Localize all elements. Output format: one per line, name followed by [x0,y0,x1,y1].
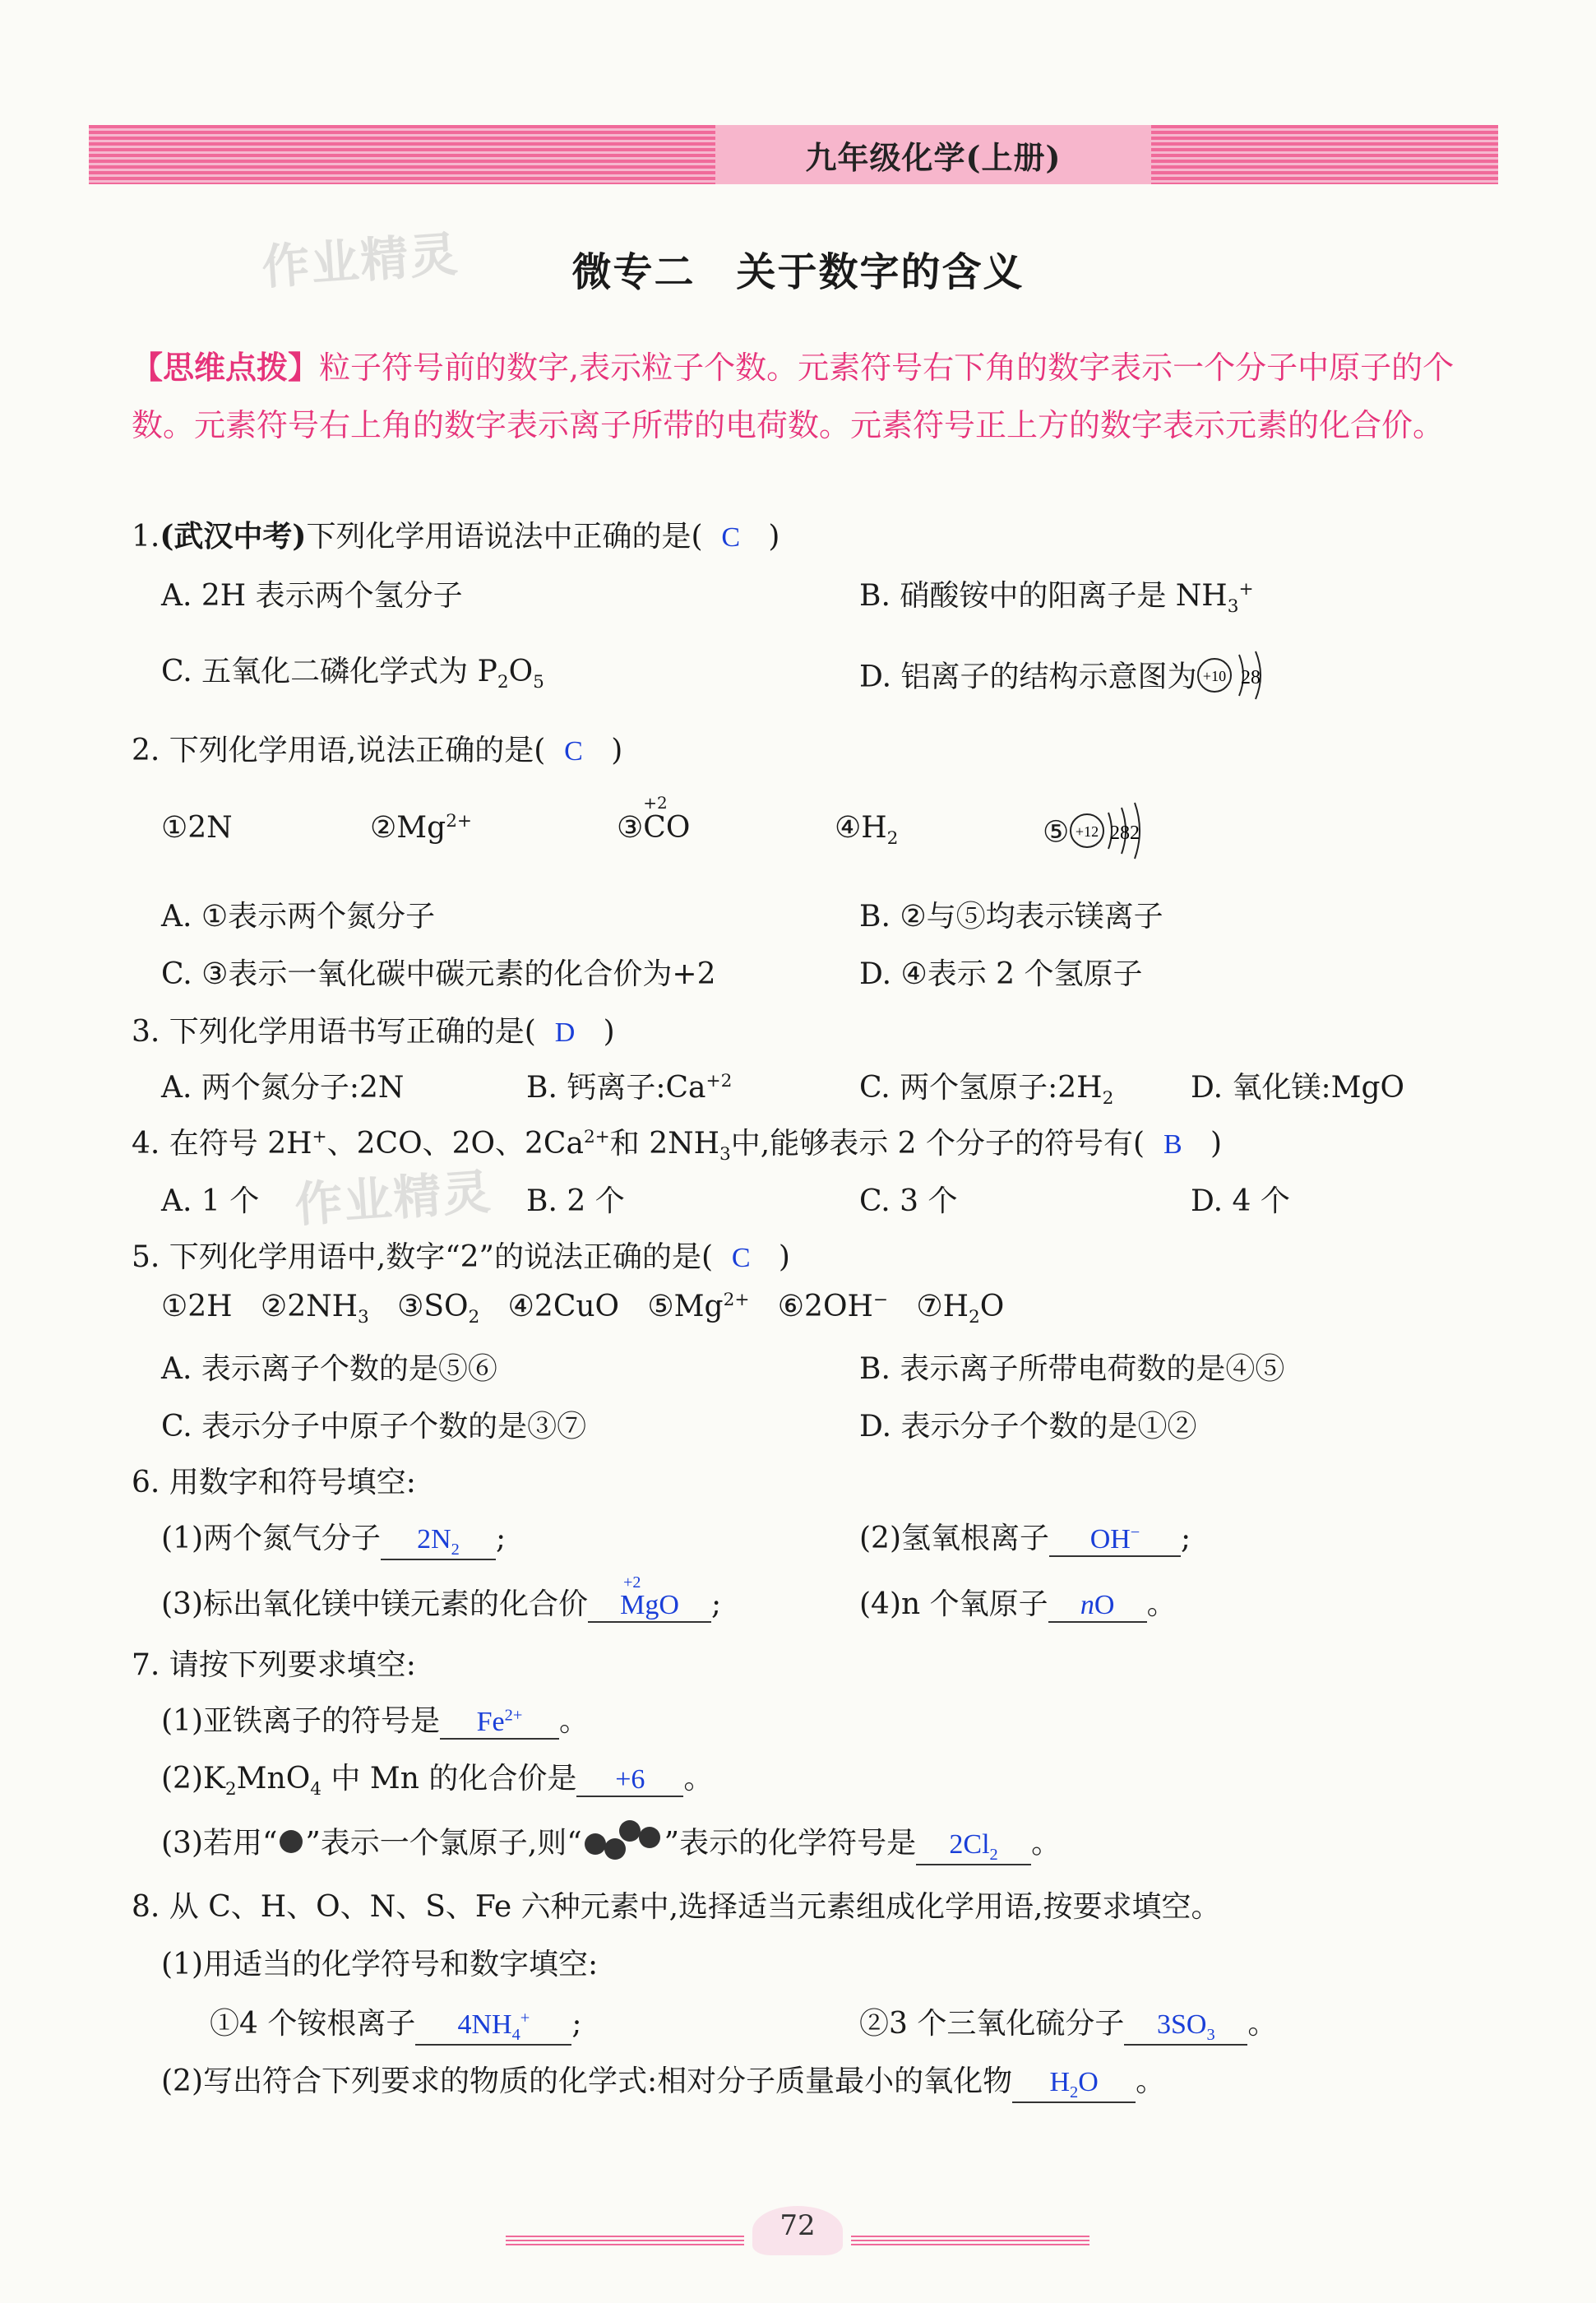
q5-items: ①2H $②2NH_3$ $③SO_2$ ④2CuO $⑤Mg^{2+}$ ⑥2OH− $⑦H_2O$ [161,1290,1005,1328]
question-2-stem: 2. 下列化学用语,说法正确的是( C ) [132,734,623,767]
question-7-stem: 7. 请按下列要求填空: [132,1648,416,1682]
answer: $3SO_3$ [1157,2009,1215,2044]
q1-option-d: D. 铝离子的结构示意图为 +10 28 [859,646,1279,711]
q1-option-a: A. 2H 表示两个氢分子 [161,579,463,613]
q6-part-2: (2)氢氧根离子 OH− ; [859,1522,1191,1555]
q8-section-1: (1)用适当的化学符号和数字填空: [161,1948,599,1981]
answer: $2N_2$ [417,1524,460,1559]
q8-part-1: ①4 个铵根离子 $4NH_4^+$ ; [210,2000,582,2046]
q2-item-4: $④H_2$ [835,811,899,850]
footer-decoration-right [851,2236,1089,2247]
answer: C [721,522,741,553]
tip-label: 【思维点拨】 [132,349,320,386]
q7-part-3: (3)若用“ ”表示一个氯原子,则“ ”表示的化学符号是 $2Cl_2$ 。 [161,1819,1061,1871]
q7-part-2: $(2)K_2MnO_4$ 中 Mn 的化合价是 +6 。 [161,1762,714,1800]
watermark: 作业精灵 [260,225,461,296]
q3-option-c: C. 两个氢原子$:2H_2$ [859,1071,1114,1110]
q7-part-1: (1)亚铁离子的符号是 $Fe^{2+}$ 。 [161,1704,590,1738]
answer: $H_2O$ [1049,2067,1099,2101]
answer: nO [1080,1590,1115,1620]
q2-item-1: ①2N [161,811,233,845]
q2-option-c: C. ③表示一氧化碳中碳元素的化合价为+2 [161,957,716,991]
answer: OH− [1089,1523,1140,1555]
q3-option-d: D. 氧化镁:MgO [1191,1071,1405,1105]
answer: B [1163,1129,1182,1160]
answer: $4NH_4^+$ [457,2009,530,2044]
q6-part-1: (1)两个氮气分子 $2N_2$ ; [161,1515,506,1560]
q3-option-b: B. 钙离子$:Ca^{+2}$ [526,1071,733,1105]
q1-option-b: B. 硝酸铵中的阳离子是 $NH_3^+$ [859,579,1254,618]
question-5-stem: 5. 下列化学用语中,数字“2”的说法正确的是( C ) [132,1240,790,1274]
q2-item-3: ③ +2 CO [617,793,691,845]
question-3-stem: 3. 下列化学用语书写正确的是( D ) [132,1015,615,1049]
answer: C [564,736,583,767]
footer-decoration-left [506,2236,744,2247]
question-1-stem: 1.(武汉中考)下列化学用语说法中正确的是( C ) [132,519,780,554]
q4-option-b: B. 2 个 [526,1184,625,1218]
question-4-stem: 4. 在符号 2H+、2CO、2O、$2Ca^{2+}$和 $2NH_3$中,能够表示 2 个分子的符号有( B ) [132,1127,1223,1165]
header-title: 九年级化学(上册) [715,125,1151,184]
answer: $2Cl_2$ [949,1828,998,1864]
q2-option-d: D. ④表示 2 个氢原子 [859,957,1143,991]
tip-box [132,339,1472,454]
atom-structure-icon [1196,646,1279,711]
q8-part-2: ②3 个三氧化硫分子 $3SO_3$ 。 [859,2000,1277,2046]
watermark: 作业精灵 [293,1163,494,1234]
q4-option-c: C. 3 个 [859,1184,958,1218]
question-6-stem: 6. 用数字和符号填空: [132,1466,416,1499]
q2-item-5: ⑤ +12 282 [1043,798,1159,871]
q5-option-b: B. 表示离子所带电荷数的是④⑤ [859,1352,1285,1386]
answer: C [731,1243,751,1273]
q2-option-b: B. ②与⑤均表示镁离子 [859,900,1163,934]
question-8-stem: 8. 从 C、H、O、N、S、Fe 六种元素中,选择适当元素组成化学用语,按要求填空。 [132,1890,1221,1924]
tip-text: 粒子符号前的数字,表示粒子个数。元素符号右下角的数字表示一个分子中原子的个数。元素符号右上角的数字表示离子所带的电荷数。元素符号正上方的数字表示元素的化合价。 [132,350,1455,443]
page-title: 微专二 关于数字的含义 [571,249,1025,295]
q6-part-4: (4)n 个氧原子 nO 。 [859,1587,1177,1621]
answer: $Fe^{2+}$ [476,1706,523,1737]
atom-structure-icon [1069,798,1159,871]
nucleus-charge: +10 [1203,668,1227,684]
q5-option-d: D. 表示分子个数的是①② [859,1410,1197,1443]
q8-section-2: (2)写出符合下列要求的物质的化学式:相对分子质量最小的氧化物 $H_2O$ 。 [161,2058,1165,2103]
chlorine-molecules-icon [582,1819,664,1871]
q4-option-a: A. 1 个 [161,1184,260,1218]
q5-option-c: C. 表示分子中原子个数的是③⑦ [161,1410,587,1443]
answer: +2 MgO [620,1573,679,1620]
answer: +6 [615,1764,645,1795]
q2-option-a: A. ①表示两个氮分子 [161,900,436,934]
shell-electrons: 282 [1110,822,1140,844]
shell-electrons: 28 [1241,667,1261,688]
nucleus-charge: +12 [1076,823,1099,840]
q3-option-a: A. 两个氮分子:2N [161,1071,405,1105]
answer: D [554,1017,576,1048]
q6-part-3: (3)标出氧化镁中镁元素的化合价 +2 MgO ; [161,1573,722,1621]
page-number: 72 [779,2209,816,2242]
q4-option-d: D. 4 个 [1191,1184,1290,1218]
q5-option-a: A. 表示离子个数的是⑤⑥ [161,1352,497,1386]
q2-item-2: $②Mg^{2+}$ [370,811,473,845]
chlorine-atom-icon [277,1828,305,1863]
q1-option-c: C. 五氧化二磷化学式为 $P_2O_5$ [161,655,544,693]
